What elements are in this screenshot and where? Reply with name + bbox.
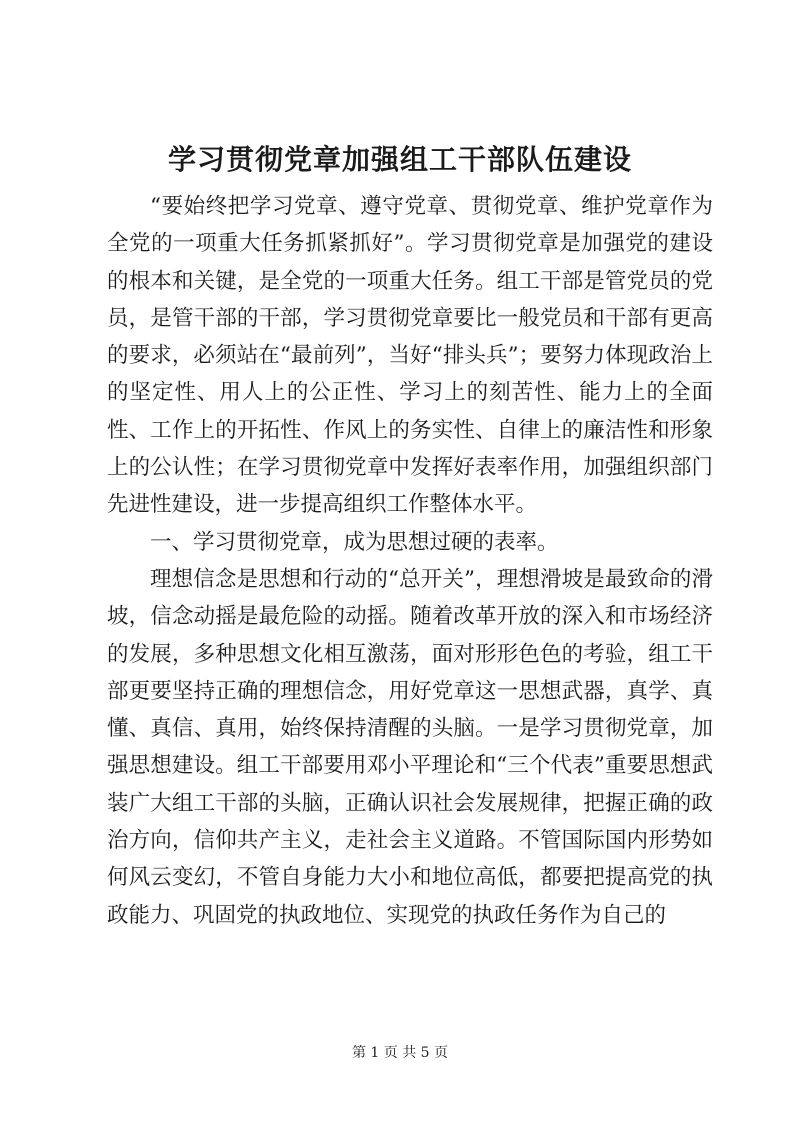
document-title: 学习贯彻党章加强组工干部队伍建设 [167, 143, 632, 176]
page-number-footer: 第 1 页 共 5 页 [351, 1045, 449, 1061]
section-heading: 一、学习贯彻党章，成为思想过硬的表率。 [150, 529, 559, 555]
body-paragraph: “要始终把学习党章、遵守党章、贯彻党章、维护党章作为全党的一项重大任务抓紧抓好”。学习贯彻党章是加强党的建设的根本和关键，是全党的一项重大任务。组工干部是管党员的党员，是管干部的干部，学习贯彻党章要比一般党员和干部有更高的要求，必须站在“最前列”，当好“排头兵”；要努力体现政治上的坚定性、用人上的公正性、学习上的刻苦性、能力上的全面性、工作上的开拓性、作风上的务实性、自律上的廉洁性和形象上的公认性；在学习贯彻党章中发挥好表率作用，加强组织部门先进性建设，进一步提高组织工作整体水平。 [107, 194, 713, 518]
body-paragraph: 理想信念是思想和行动的“总开关”，理想滑坡是最致命的滑坡，信念动摇是最危险的动摇。随着改革开放的深入和市场经济的发展，多种思想文化相互激荡，面对形形色色的考验，组工干部更要坚持正确的理想信念，用好党章这一思想武器，真学、真懂、真信、真用，始终保持清醒的头脑。一是学习贯彻党章，加强思想建设。组工干部要用邓小平理论和“三个代表”重要思想武装广大组工干部的头脑，正确认识社会发展规律，把握正确的政治方向，信仰共产主义，走社会主义道路。不管国际国内形势如何风云变幻，不管自身能力大小和地位高低，都要把提高党的执政能力、巩固党的执政地位、实现党的执政任务作为自己的 [107, 566, 713, 928]
document-body [107, 188, 713, 934]
